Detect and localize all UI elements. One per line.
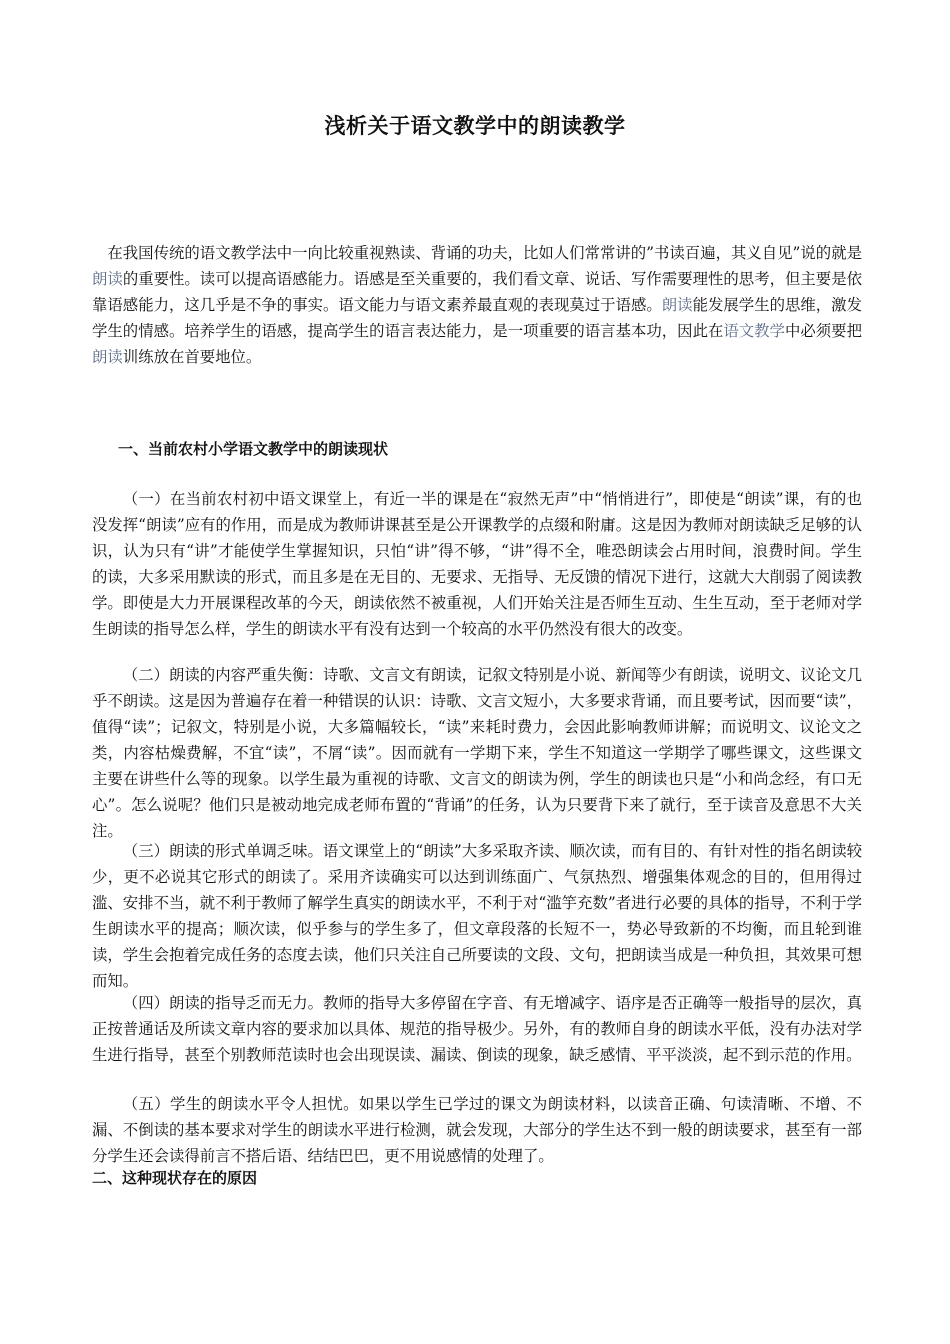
intro-text-2: 的重要性。读可以提高语感能力。语感是至关重要的，我们看文章、说话、写作需要理性的思考，但主要是依靠语感能力，这几乎是不争的事实。语文能力与语文素养最直观的表现莫过于语感。 — [92, 270, 862, 314]
intro-text-5: 训练放在首要地位。 — [122, 348, 262, 366]
keyword-link-reading-3[interactable]: 朗读 — [92, 348, 123, 366]
section1-paragraph-4: （四）朗读的指导乏而无力。教师的指导大多停留在字音、有无增减字、语序是否正确等一般指导的层次，真正按普通话及所读文章内容的要求加以具体、规范的指导极少。另外，有的教师自身的朗读水平低，没有办法对学生进行指导，甚至个别教师范读时也会出现误读、漏读、倒读的现象，缺乏感情、平平淡淡，起不到示范的作用。 — [92, 994, 862, 1064]
section1-paragraph-5: （五）学生的朗读水平令人担忧。如果以学生已学过的课文为朗读材料，以读音正确、句读清晰、不增、不漏、不倒读的基本要求对学生的朗读水平进行检测，就会发现，大部分的学生达不到一般的朗读要求，甚至有一部分学生还会读得前言不搭后语、结结巴巴，更不用说感情的处理了。 — [92, 1095, 862, 1165]
intro-text-4: 中必须要把 — [784, 322, 862, 340]
document-title: 浅析关于语文教学中的朗读教学 — [324, 114, 626, 138]
section-heading-current-status: 一、当前农村小学语文教学中的朗读现状 — [118, 440, 389, 458]
keyword-link-reading-2[interactable]: 朗读 — [661, 296, 693, 314]
section-heading-causes: 二、这种现状存在的原因 — [92, 1169, 258, 1187]
keyword-link-chinese-teaching[interactable]: 语文教学 — [723, 322, 785, 340]
intro-text-1: 在我国传统的语文教学法中一向比较重视熟读、背诵的功夫，比如人们常常讲的”书读百遍，其义自见”说的就是 — [107, 244, 862, 262]
keyword-link-reading-1[interactable]: 朗读 — [92, 270, 123, 288]
section1-paragraph-3: （三）朗读的形式单调乏味。语文课堂上的“朗读”大多采取齐读、顺次读，而有目的、有针对性的指名朗读较少，更不必说其它形式的朗读了。采用齐读确实可以达到训练面广、气氛热烈、增强集体观念的目的，但用得过滥、安排不当，就不利于教师了解学生真实的朗读水平，不利于对“滥竽充数”者进行必要的具体的指导，不利于学生朗读水平的提高；顺次读，似乎参与的学生多了，但文章段落的长短不一，势必导致新的不均衡，而且轮到谁读，学生会抱着完成任务的态度去读，他们只关注自己所要读的文段、文句，把朗读当成是一种负担，其效果可想而知。 — [92, 842, 862, 990]
intro-paragraph — [92, 240, 862, 370]
intro-text-3: 能发展学生的思维，激发学生的情感。培养学生的语感，提高学生的语言表达能力，是一项重要的语言基本功，因此在 — [92, 296, 862, 340]
section1-paragraph-1: （一）在当前农村初中语文课堂上，有近一半的课是在“寂然无声”中“悄悄进行”，即使是“朗读”课，有的也没发挥“朗读”应有的作用，而是成为教师讲课甚至是公开课教学的点缀和附庸。这是因为教师对朗读缺乏足够的认识，认为只有“讲”才能使学生掌握知识，只怕“讲”得不够，“讲”得不全，唯恐朗读会占用时间，浪费时间。学生的读，大多采用默读的形式，而且多是在无目的、无要求、无指导、无反馈的情况下进行，这就大大削弱了阅读教学。即使是大力开展课程改革的今天，朗读依然不被重视，人们开始关注是否师生互动、生生互动，至于老师对学生朗读的指导怎么样，学生的朗读水平有没有达到一个较高的水平仍然没有很大的改变。 — [92, 490, 862, 638]
section1-paragraph-2: （二）朗读的内容严重失衡：诗歌、文言文有朗读，记叙文特别是小说、新闻等少有朗读，说明文、议论文几乎不朗读。这是因为普遍存在着一种错误的认识：诗歌、文言文短小，大多要求背诵，而且要考试，因而要“读”，值得“读”；记叙文，特别是小说，大多篇幅较长，“读”来耗时费力，会因此影响教师讲解；而说明文、议论文之类，内容枯燥费解，不宜“读”，不屑“读”。因而就有一学期下来，学生不知道这一学期学了哪些课文，这些课文主要在讲些什么等的现象。以学生最为重视的诗歌、文言文的朗读为例，学生的朗读也只是“小和尚念经，有口无心”。怎么说呢？他们只是被动地完成老师布置的“背诵”的任务，认为只要背下来了就行，至于读音及意思不大关注。 — [92, 666, 862, 840]
